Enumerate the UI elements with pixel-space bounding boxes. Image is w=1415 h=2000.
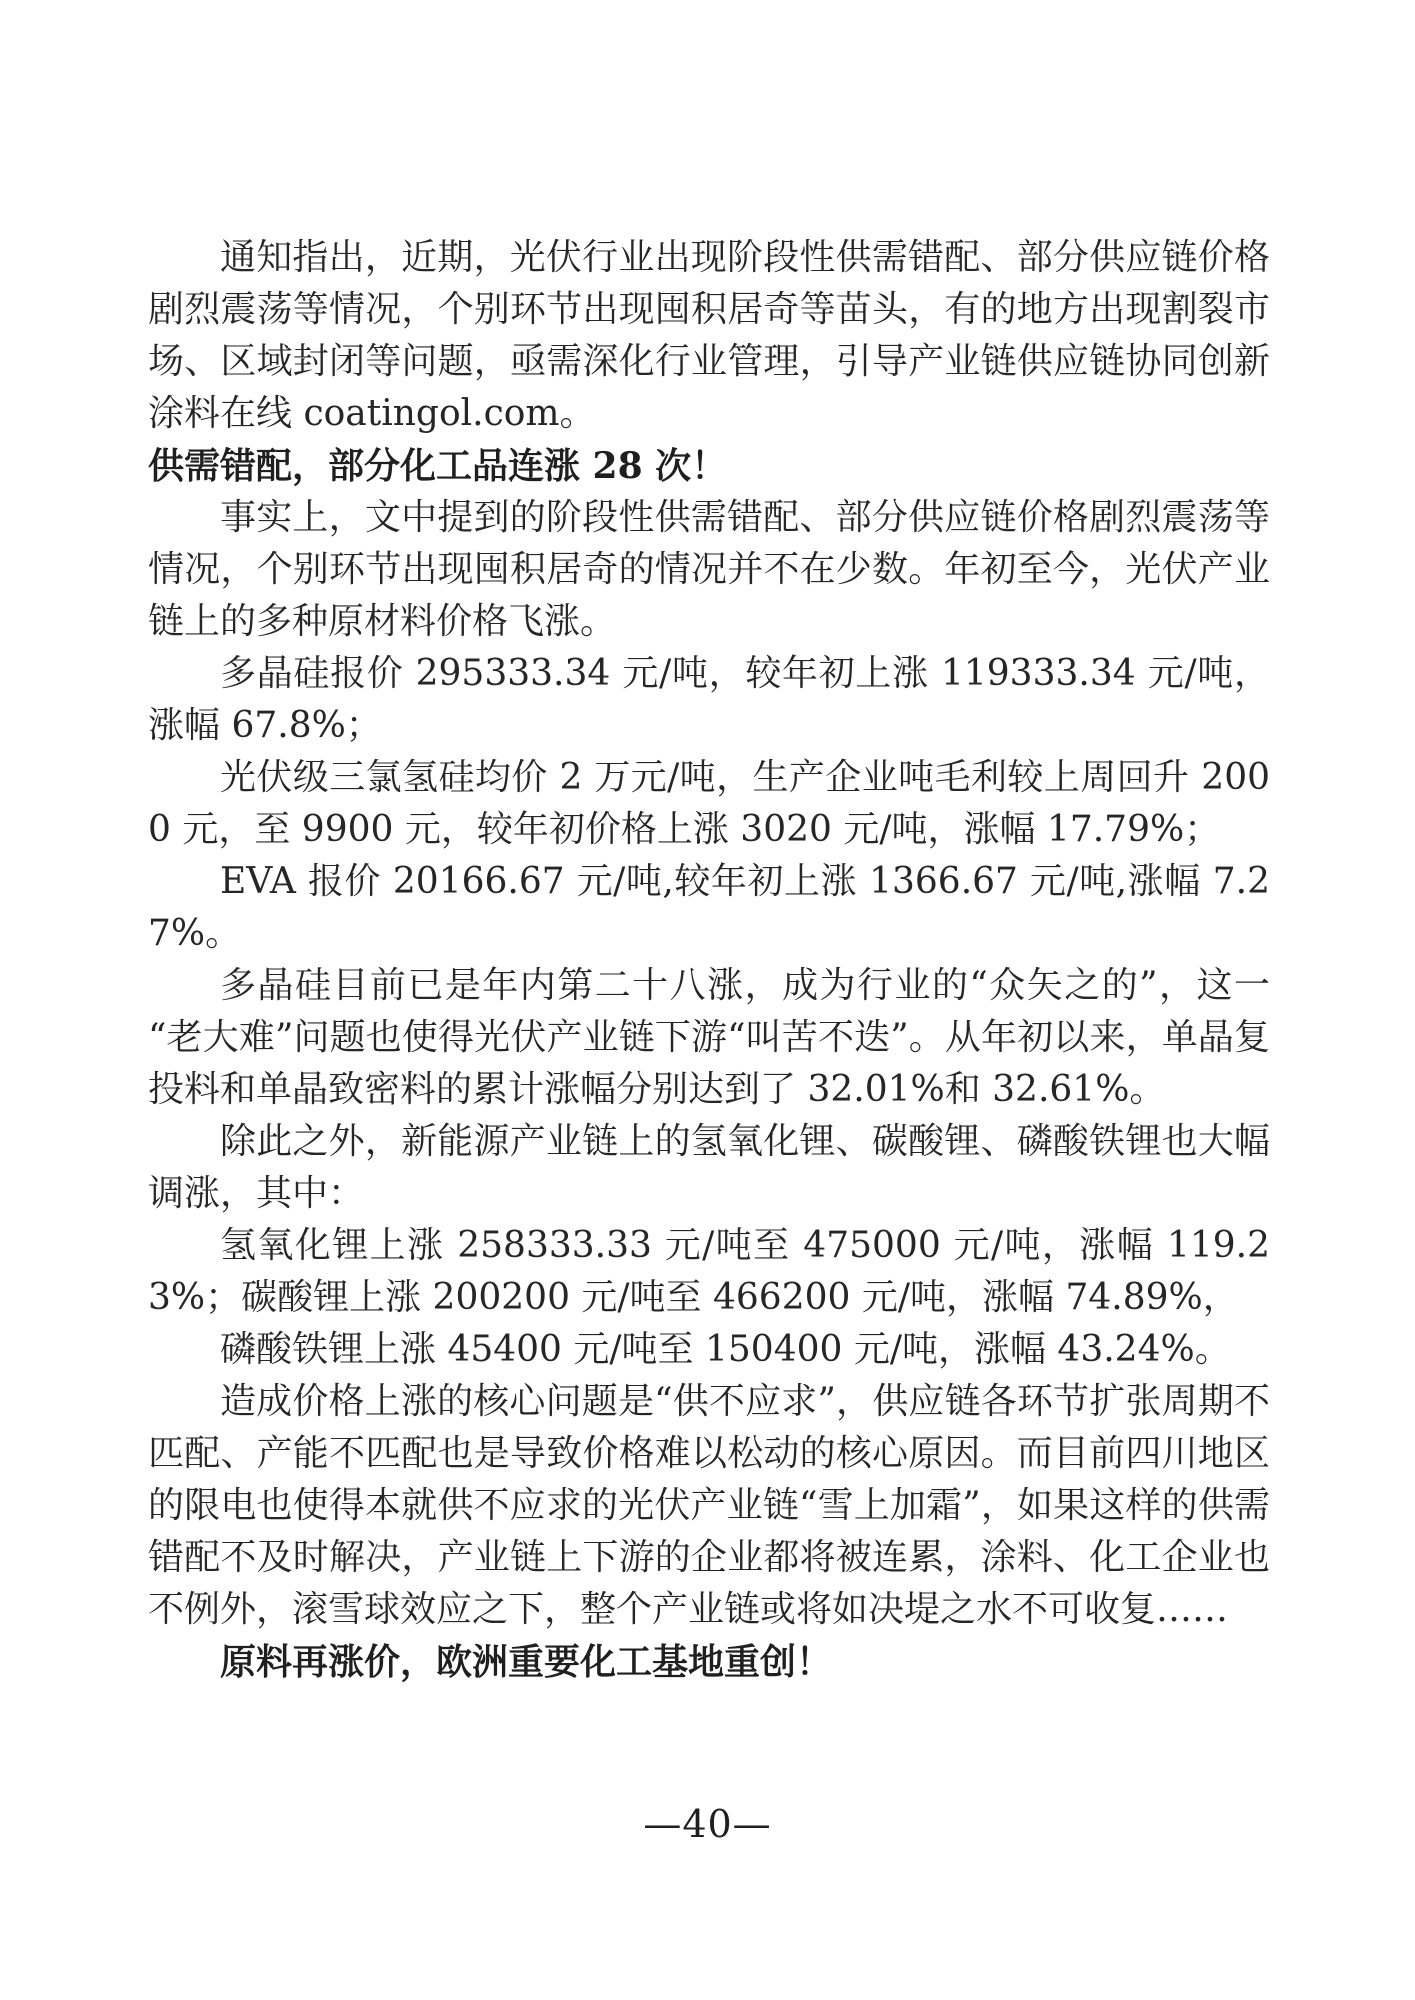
paragraph-eva-price: EVA 报价 20166.67 元/吨,较年初上涨 1366.67 元/吨,涨幅 7.27%。 <box>148 861 1270 954</box>
paragraph-notice-summary: 通知指出，近期，光伏行业出现阶段性供需错配、部分供应链价格剧烈震荡等情况，个别环节出现囤积居奇等苗头，有的地方出现割裂市场、区域封闭等问题，亟需深化行业管理，引导产业链供应链协同创新涂料在线 coatingol.com。 <box>148 237 1270 434</box>
paragraph-polysilicon-price: 多晶硅报价 295333.34 元/吨，较年初上涨 119333.34 元/吨，涨幅 67.8%； <box>148 653 1270 746</box>
page-number: —40— <box>643 1802 772 1846</box>
paragraph-facts-overview: 事实上，文中提到的阶段性供需错配、部分供应链价格剧烈震荡等情况，个别环节出现囤积居奇的情况并不在少数。年初至今，光伏产业链上的多种原材料价格飞涨。 <box>148 497 1270 642</box>
paragraph-trichlorosilane-price: 光伏级三氯氢硅均价 2 万元/吨，生产企业吨毛利较上周回升 2000 元，至 9900 元，较年初价格上涨 3020 元/吨，涨幅 17.79%； <box>148 757 1270 850</box>
paragraph-core-problem: 造成价格上涨的核心问题是“供不应求”，供应链各环节扩张周期不匹配、产能不匹配也是导致价格难以松动的核心原因。而目前四川地区的限电也使得本就供不应求的光伏产业链“雪上加霜”，如果这样的供需错配不及时解决，产业链上下游的企业都将被连累，涂料、化工企业也不例外，滚雪球效应之下，整个产业链或将如决堤之水不可收复…… <box>148 1381 1270 1630</box>
paragraph-lithium-iron-phosphate: 磷酸铁锂上涨 45400 元/吨至 150400 元/吨，涨幅 43.24%。 <box>220 1329 1231 1370</box>
paragraph-new-energy-materials: 除此之外，新能源产业链上的氢氧化锂、碳酸锂、磷酸铁锂也大幅调涨，其中： <box>148 1121 1270 1214</box>
section-heading-europe-chemical-base: 原料再涨价，欧洲重要化工基地重创！ <box>220 1641 833 1683</box>
paragraph-lithium-hydroxide-carbonate: 氢氧化锂上涨 258333.33 元/吨至 475000 元/吨，涨幅 119.23%；碳酸锂上涨 200200 元/吨至 466200 元/吨，涨幅 74.89%， <box>148 1225 1270 1318</box>
section-heading-price-surge: 供需错配，部分化工品连涨 28 次！ <box>148 445 728 487</box>
text-block <box>148 232 1270 1688</box>
paragraph-polysilicon-28th-rise: 多晶硅目前已是年内第二十八涨，成为行业的“众矢之的”，这一“老大难”问题也使得光伏产业链下游“叫苦不迭”。从年初以来，单晶复投料和单晶致密料的累计涨幅分别达到了 32.01%和 32.61%。 <box>148 965 1270 1110</box>
